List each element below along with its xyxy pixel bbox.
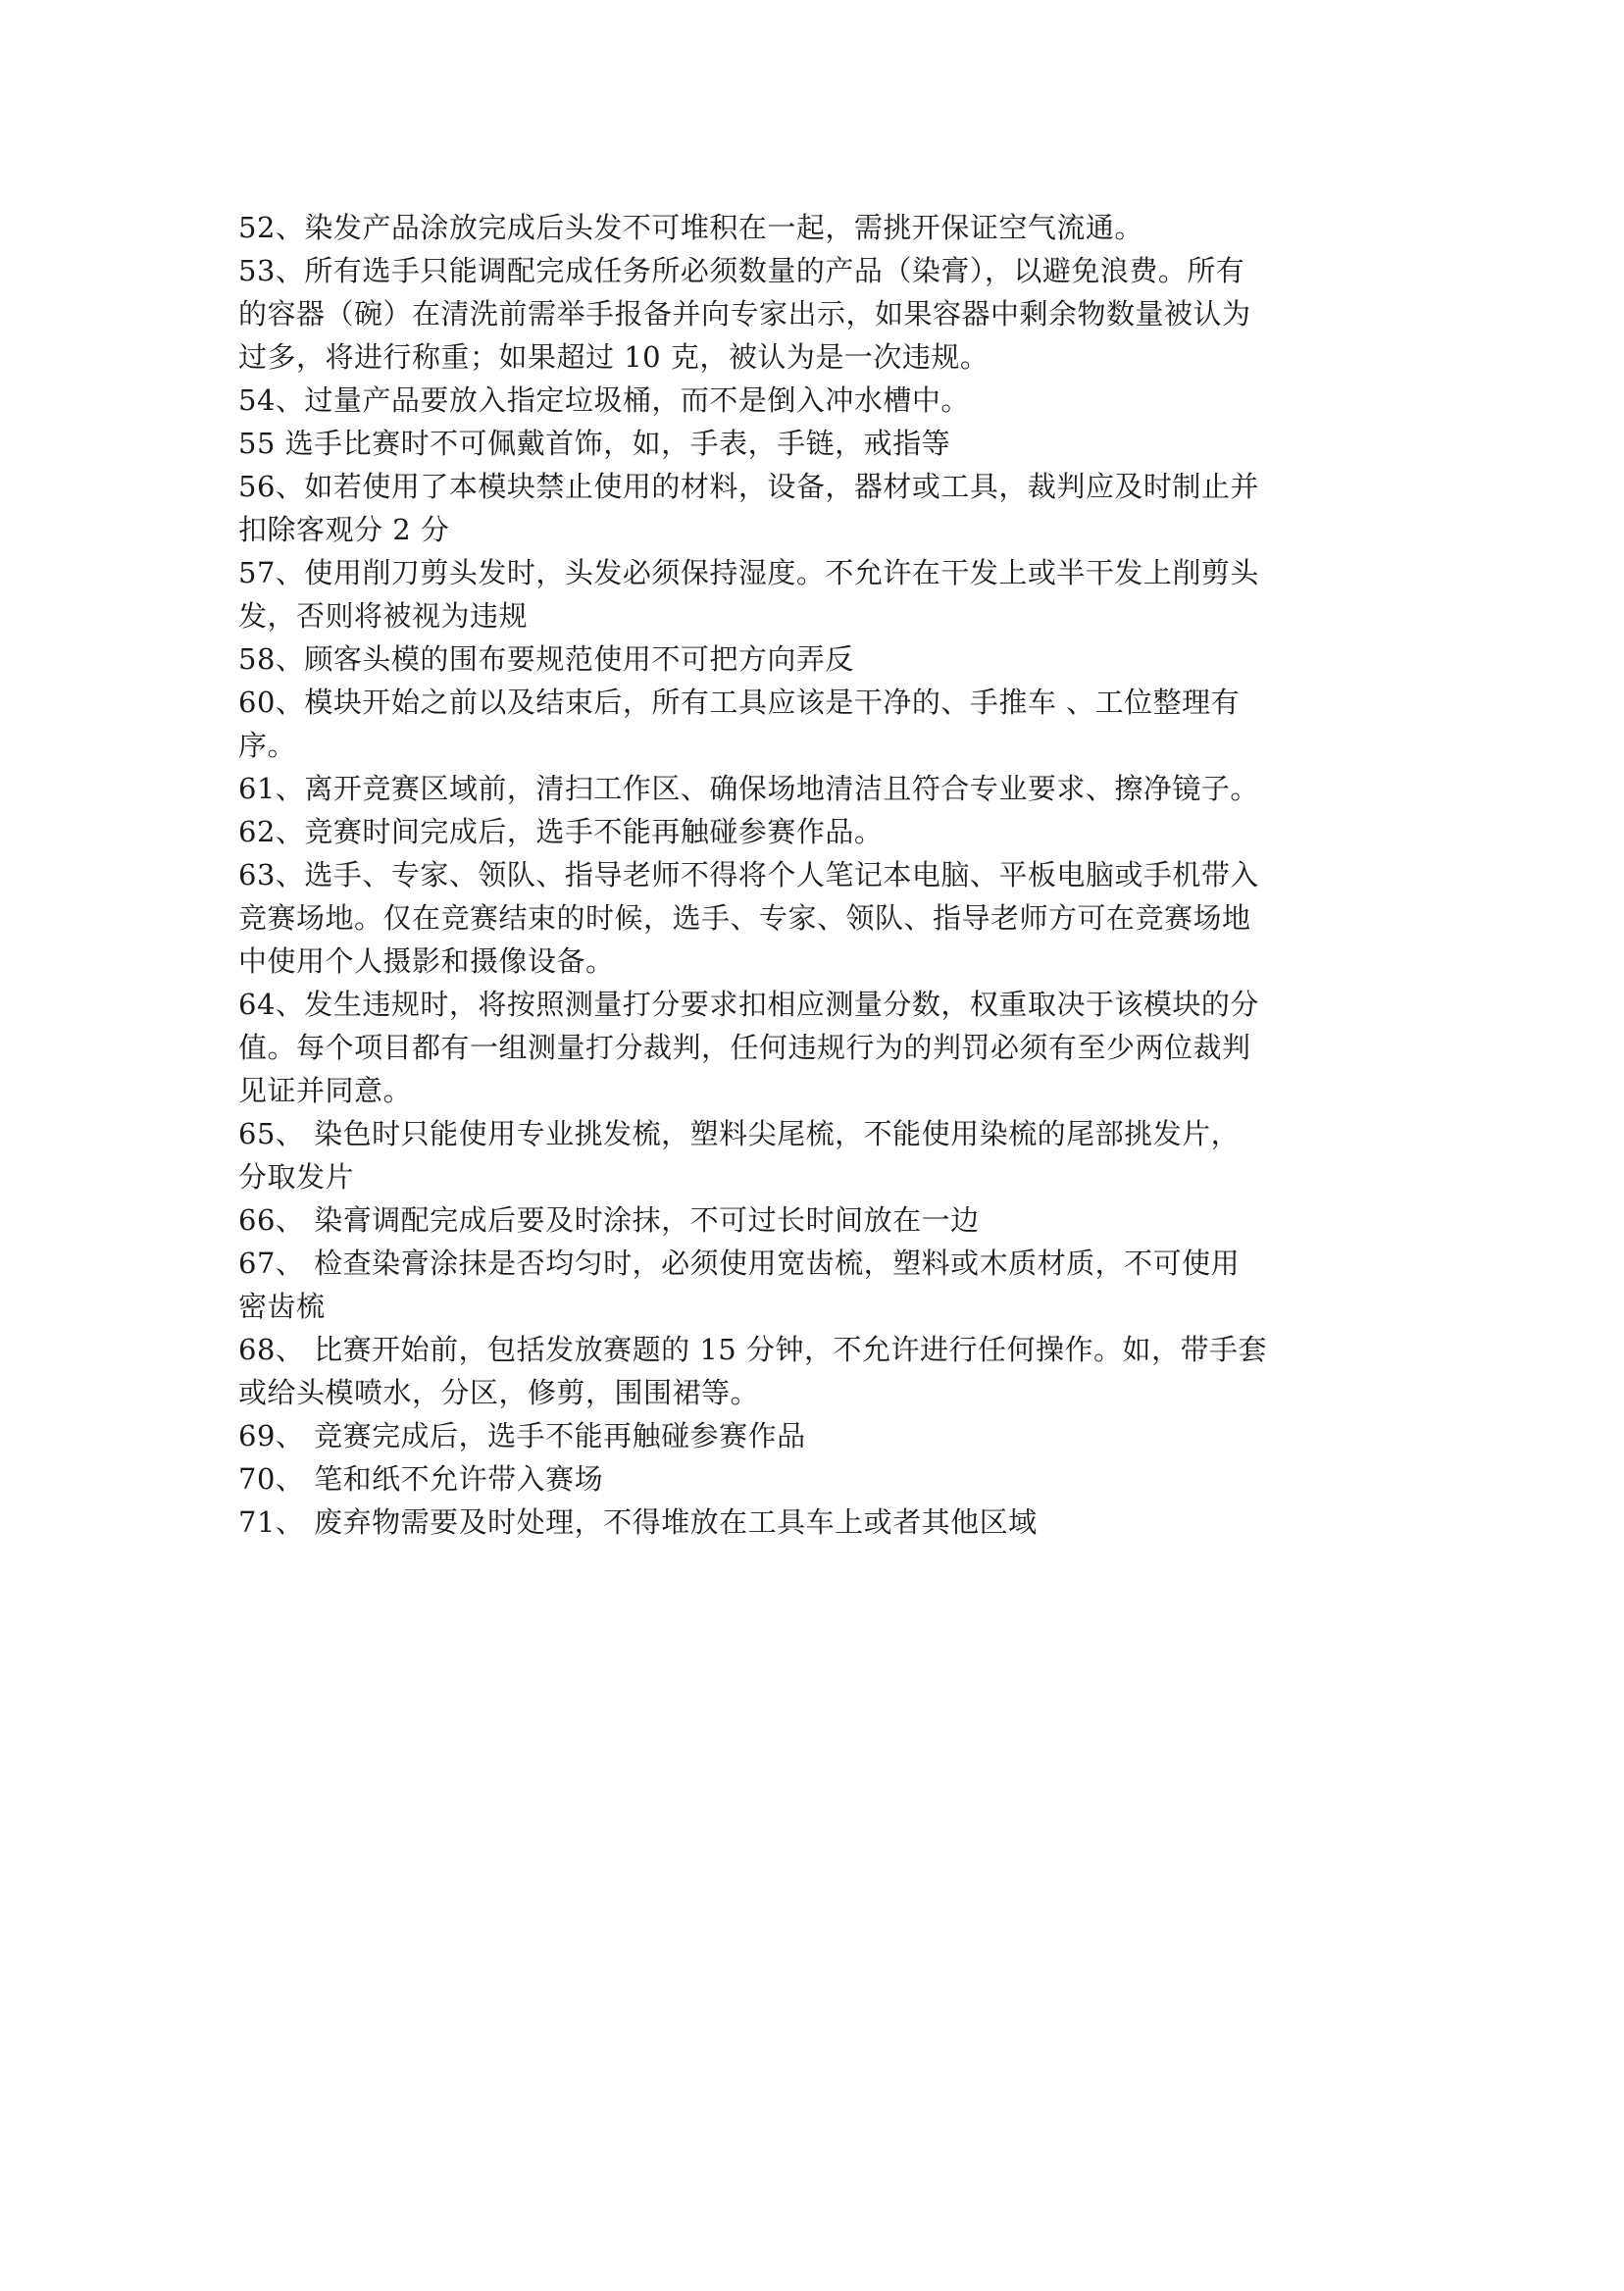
text-line: 70、 笔和纸不允许带入赛场 bbox=[238, 1462, 604, 1496]
rules-text-block bbox=[238, 206, 1376, 1544]
text-line: 67、 检查染膏涂抹是否均匀时，必须使用宽齿梳，塑料或木质材质，不可使用 bbox=[238, 1247, 1241, 1280]
text-line: 密齿梳 bbox=[238, 1290, 326, 1323]
text-line: 71、 废弃物需要及时处理，不得堆放在工具车上或者其他区域 bbox=[238, 1505, 1038, 1539]
text-line: 64、发生违规时，将按照测量打分要求扣相应测量分数，权重取决于该模块的分 bbox=[238, 988, 1259, 1021]
text-line: 60、模块开始之前以及结束后，所有工具应该是干净的、手推车 、工位整理有 bbox=[238, 686, 1241, 719]
text-line: 55 选手比赛时不可佩戴首饰，如，手表，手链，戒指等 bbox=[238, 427, 951, 460]
text-line: 中使用个人摄影和摄像设备。 bbox=[238, 944, 615, 978]
text-line: 52、染发产品涂放完成后头发不可堆积在一起，需挑开保证空气流通。 bbox=[238, 211, 1143, 244]
text-line: 53、所有选手只能调配完成任务所必须数量的产品（染膏），以避免浪费。所有 bbox=[238, 254, 1245, 287]
text-line: 68、 比赛开始前，包括发放赛题的 15 分钟，不允许进行任何操作。如，带手套 bbox=[238, 1333, 1267, 1366]
text-line: 发，否则将被视为违规 bbox=[238, 599, 529, 633]
text-line: 57、使用削刀剪头发时，头发必须保持湿度。不允许在干发上或半干发上削剪头 bbox=[238, 556, 1259, 589]
text-line: 56、如若使用了本模块禁止使用的材料，设备，器材或工具，裁判应及时制止并 bbox=[238, 470, 1259, 503]
text-line: 62、竞赛时间完成后，选手不能再触碰参赛作品。 bbox=[238, 815, 884, 848]
text-line: 序。 bbox=[238, 729, 297, 762]
text-line: 58、顾客头模的围布要规范使用不可把方向弄反 bbox=[238, 642, 854, 676]
text-line: 69、 竞赛完成后，选手不能再触碰参赛作品 bbox=[238, 1419, 806, 1452]
text-line: 63、选手、专家、领队、指导老师不得将个人笔记本电脑、平板电脑或手机带入 bbox=[238, 858, 1259, 891]
text-line: 的容器（碗）在清洗前需举手报备并向专家出示，如果容器中剩余物数量被认为 bbox=[238, 297, 1251, 331]
text-line: 分取发片 bbox=[238, 1160, 355, 1194]
text-line: 65、 染色时只能使用专业挑发梳，塑料尖尾梳，不能使用染梳的尾部挑发片， bbox=[238, 1117, 1241, 1150]
text-line: 竞赛场地。仅在竞赛结束的时候，选手、专家、领队、指导老师方可在竞赛场地 bbox=[238, 901, 1251, 935]
text-line: 61、离开竞赛区域前，清扫工作区、确保场地清洁且符合专业要求、擦净镜子。 bbox=[238, 772, 1259, 805]
text-line: 或给头模喷水，分区，修剪，围围裙等。 bbox=[238, 1376, 760, 1409]
text-line: 扣除客观分 2 分 bbox=[238, 513, 450, 546]
text-line: 54、过量产品要放入指定垃圾桶，而不是倒入冲水槽中。 bbox=[238, 383, 970, 417]
text-line: 值。每个项目都有一组测量打分裁判，任何违规行为的判罚必须有至少两位裁判 bbox=[238, 1031, 1251, 1064]
text-line: 见证并同意。 bbox=[238, 1074, 413, 1107]
text-line: 66、 染膏调配完成后要及时涂抹，不可过长时间放在一边 bbox=[238, 1203, 980, 1237]
text-line: 过多，将进行称重；如果超过 10 克，被认为是一次违规。 bbox=[238, 340, 990, 374]
